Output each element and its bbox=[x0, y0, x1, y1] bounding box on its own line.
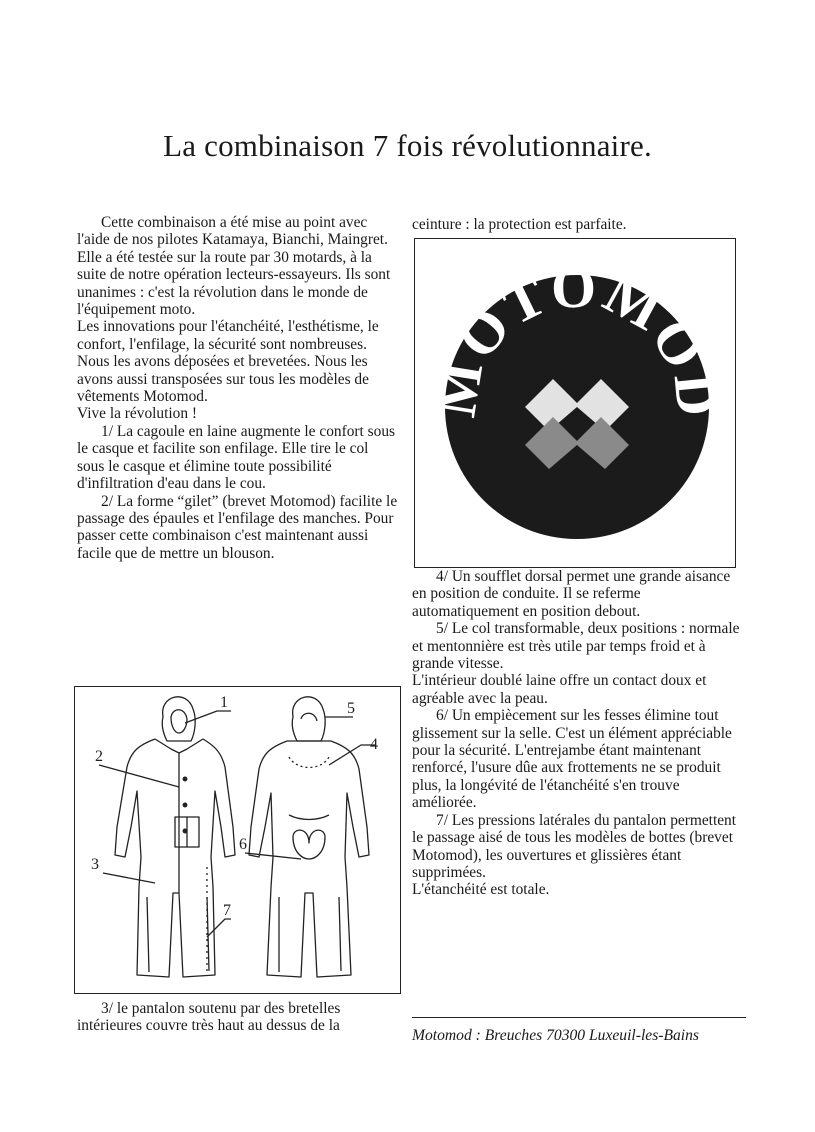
paragraph: ceinture : la protection est parfaite. bbox=[412, 216, 627, 233]
paragraph: Cette combinaison a été mise au point avec l'aide de nos pilotes Katamaya, Bianchi, Maingret. bbox=[77, 214, 388, 249]
callout-6: 6 bbox=[239, 836, 247, 853]
paragraph: 1/ La cagoule en laine augmente le confort sous le casque et facilite son enfilage. Elle tire le col sous le casque et élimine toute possibilité d'infiltration d'eau dans le cou. bbox=[77, 422, 396, 493]
page-title: La combinaison 7 fois révolutionnaire. bbox=[163, 128, 652, 163]
paragraph: 4/ Un soufflet dorsal permet une grande aisance en position de conduite. Il se referme automatiquement en position debout. bbox=[412, 568, 731, 620]
paragraph: Les innovations pour l'étanchéité, l'esthétisme, le confort, l'enfilage, la sécurité sont nombreuses. Nous les avons déposées et brevetées. Nous les avons aussi transposées sur tous les modèles de vêtements Motomod. bbox=[77, 318, 379, 406]
callout-4: 4 bbox=[370, 736, 378, 753]
divider bbox=[412, 1017, 746, 1018]
callout-2: 2 bbox=[95, 748, 103, 765]
callout-1: 1 bbox=[220, 694, 228, 711]
paragraph: Elle a été testée sur la route par 30 motards, à la suite de notre opération lecteurs-essayeurs. Ils sont unanimes : c'est la révolution dans le monde de l'équipement moto. bbox=[77, 248, 391, 319]
callout-7: 7 bbox=[223, 902, 231, 919]
front-hood bbox=[162, 697, 195, 741]
callout-5: 5 bbox=[347, 700, 355, 717]
right-column-top bbox=[412, 216, 747, 233]
suit-drawing bbox=[75, 687, 400, 993]
paragraph: 7/ Les pressions latérales du pantalon permettent le passage aisé de tous les modèles de bottes (brevet Motomod), les ouvertures et glissières étant supprimées. bbox=[412, 811, 737, 881]
paragraph: 5/ Le col transformable, deux positions : normale et mentonnière est très utile par temps froid et à grande vitesse. bbox=[412, 620, 740, 673]
back-hood bbox=[292, 697, 325, 741]
company-address: Motomod : Breuches 70300 Luxeuil-les-Bains bbox=[412, 1027, 699, 1044]
paragraph: 6/ Un empiècement sur les fesses élimine tout glissement sur la selle. C'est un élément appréciable pour la sécurité. L'entrejambe étant maintenant renforcé, l'usure dûe aux frottements ne se produit plus, la longévité de l'étanchéité s'en trouve améliorée. bbox=[412, 707, 732, 812]
suit-illustration bbox=[74, 686, 401, 994]
paragraph: 3/ le pantalon soutenu par des bretelles intérieures couvre très haut au dessus de la bbox=[77, 1000, 341, 1035]
left-column-continued bbox=[77, 1000, 402, 1035]
logo-wordmark: MOTOMOD bbox=[422, 254, 731, 422]
motomod-logo-frame bbox=[414, 238, 736, 568]
motomod-logo bbox=[415, 239, 735, 567]
right-column bbox=[412, 568, 747, 899]
callout-3: 3 bbox=[91, 856, 99, 873]
paragraph: 2/ La forme “gilet” (brevet Motomod) facilite le passage des épaules et l'enfilage des manches. Pour passer cette combinaison c'est maintenant aussi facile que de mettre un blouson. bbox=[77, 492, 398, 562]
paragraph: L'intérieur doublé laine offre un contact doux et agréable avec la peau. bbox=[412, 672, 707, 707]
paragraph: Vive la révolution ! bbox=[77, 405, 198, 423]
paragraph: L'étanchéité est totale. bbox=[412, 881, 550, 899]
left-column bbox=[77, 214, 399, 562]
